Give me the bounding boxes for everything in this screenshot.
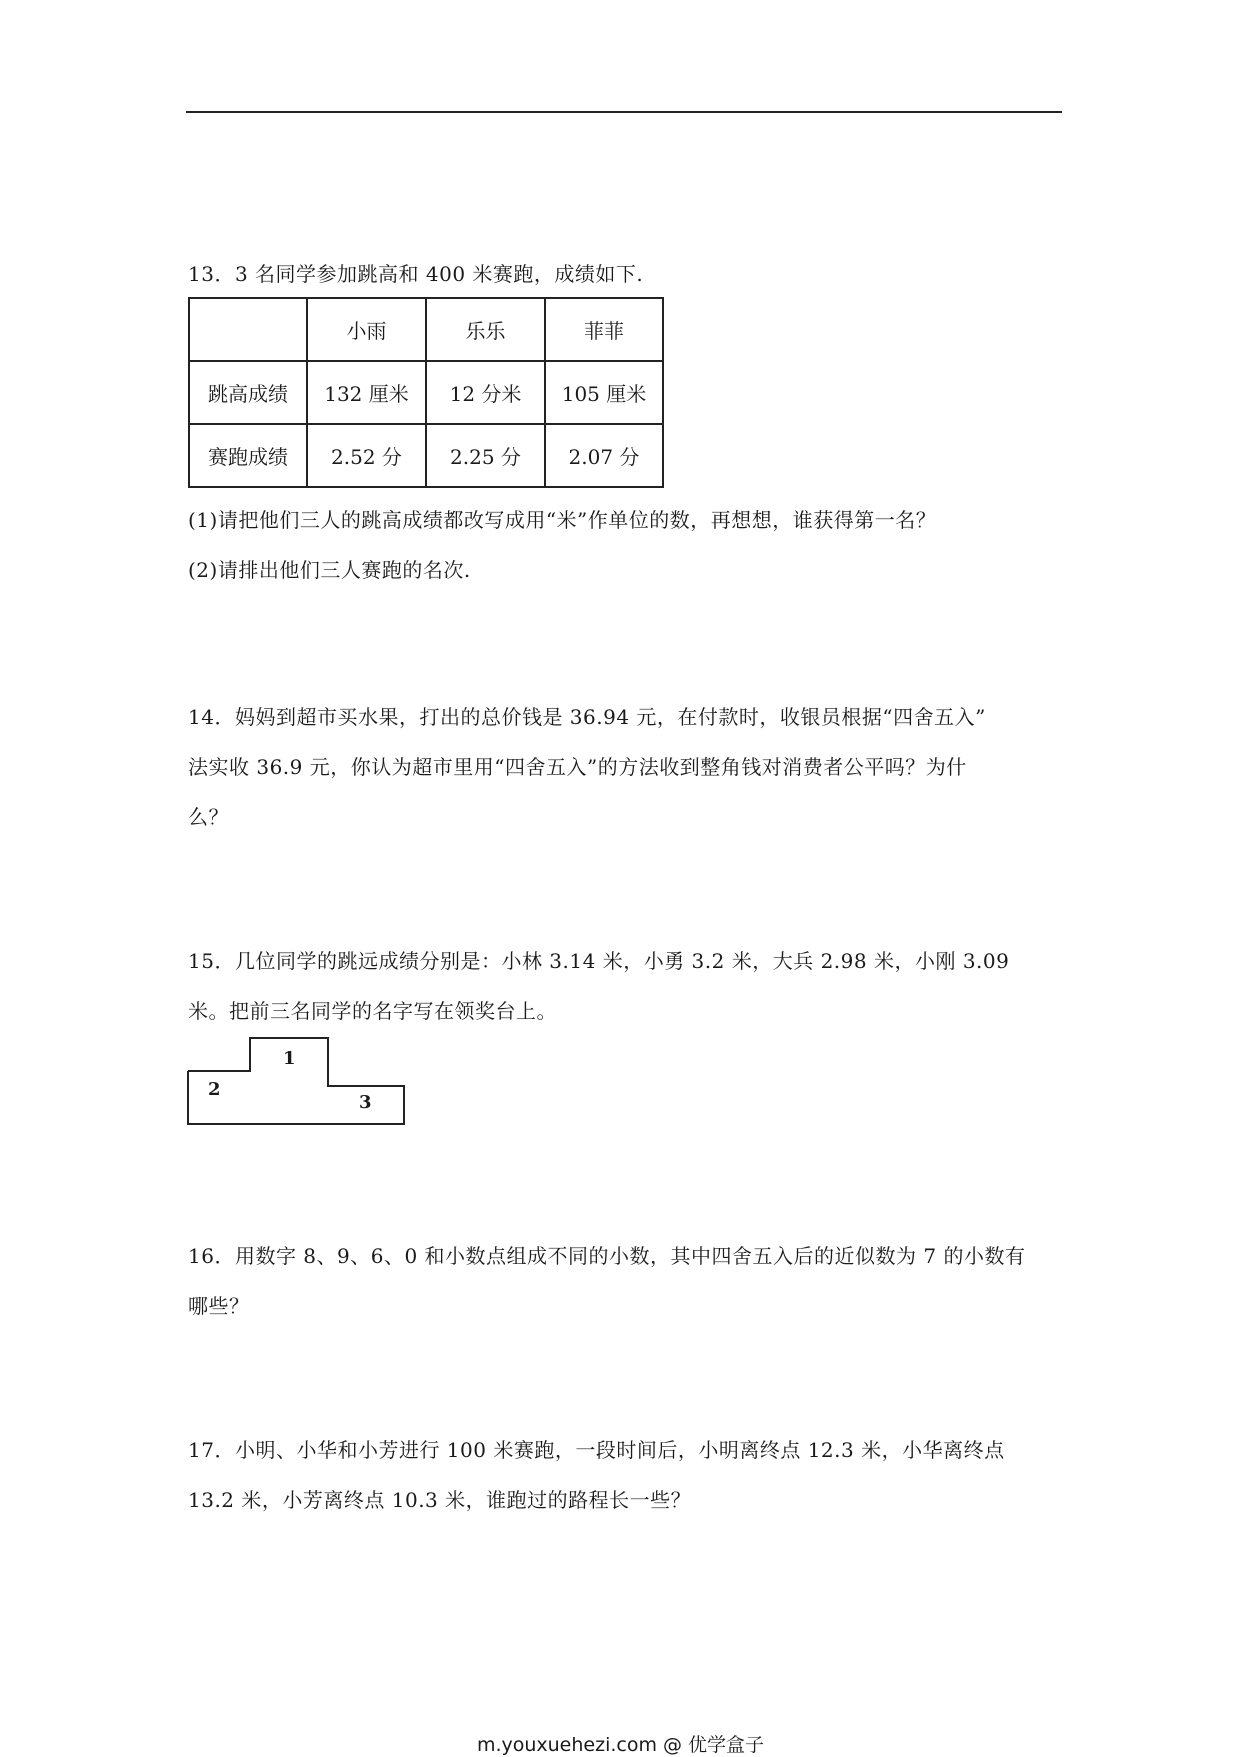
table-cell: 2.52 分 [307, 424, 426, 487]
q15-line2: 米。把前三名同学的名字写在领奖台上。 [188, 999, 557, 1023]
score-table [188, 297, 664, 488]
q16-line1: 16．用数字 8、9、6、0 和小数点组成不同的小数，其中四舍五入后的近似数为 7 的小数有 [188, 1244, 1026, 1268]
q14-line2: 法实收 36.9 元，你认为超市里用“四舍五入”的方法收到整角钱对消费者公平吗？为什 [188, 755, 967, 779]
q14-line3: 么？ [188, 805, 229, 829]
podium-second-label: 2 [208, 1079, 221, 1100]
q13-title: 13．3 名同学参加跳高和 400 米赛跑，成绩如下. [188, 262, 644, 286]
q17-line1: 17．小明、小华和小芳进行 100 米赛跑，一段时间后，小明离终点 12.3 米，小华离终点 [188, 1438, 1005, 1462]
table-cell: 2.07 分 [545, 424, 663, 487]
podium-diagram [186, 1036, 406, 1126]
q13-sub1: (1)请把他们三人的跳高成绩都改写成用“米”作单位的数，再想想，谁获得第一名？ [188, 508, 937, 532]
footer-watermark: m.youxuehezi.com @ 优学盒子 [476, 1734, 765, 1756]
table-row-label: 赛跑成绩 [189, 424, 307, 487]
q16-line2: 哪些？ [188, 1294, 250, 1318]
table-cell: 105 厘米 [545, 361, 663, 424]
podium-third-label: 3 [359, 1092, 372, 1113]
q17-line2: 13.2 米，小芳离终点 10.3 米，谁跑过的路程长一些？ [188, 1488, 692, 1512]
table-row [189, 361, 663, 424]
table-cell: 12 分米 [426, 361, 545, 424]
table-cell [189, 298, 307, 361]
table-header-cell: 乐乐 [426, 298, 545, 361]
q14-line1: 14．妈妈到超市买水果，打出的总价钱是 36.94 元，在付款时，收银员根据“四舍五入” [188, 705, 986, 729]
podium-first-label: 1 [283, 1048, 296, 1069]
table-header-cell: 小雨 [307, 298, 426, 361]
table-row [189, 424, 663, 487]
table-cell: 2.25 分 [426, 424, 545, 487]
table-row-label: 跳高成绩 [189, 361, 307, 424]
table-header-cell: 菲菲 [545, 298, 663, 361]
table-cell: 132 厘米 [307, 361, 426, 424]
header-rule [186, 111, 1062, 113]
q15-line1: 15．几位同学的跳远成绩分别是：小林 3.14 米，小勇 3.2 米，大兵 2.98 米，小刚 3.09 [188, 949, 1010, 973]
table-header-row [189, 298, 663, 361]
q13-sub2: (2)请排出他们三人赛跑的名次. [188, 558, 471, 582]
